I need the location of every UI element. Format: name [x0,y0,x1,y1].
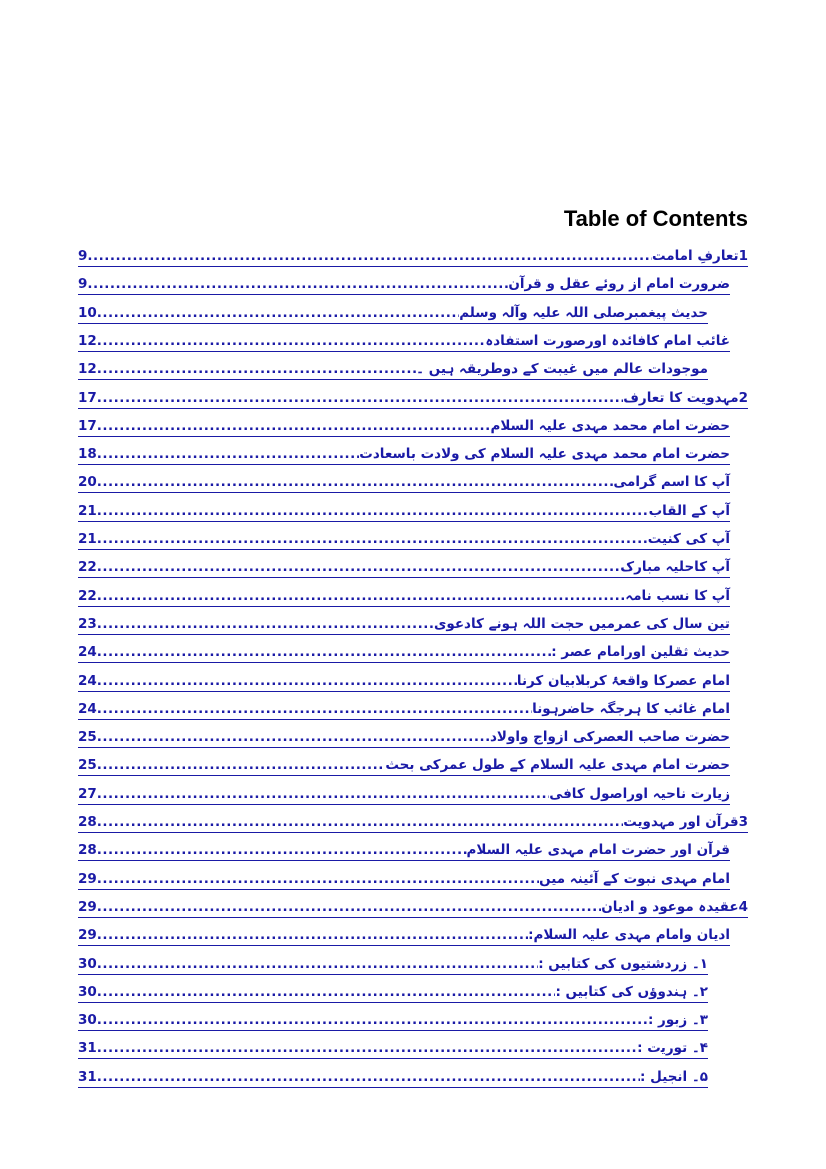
toc-page-number: 29 [78,898,97,915]
toc-page-number: 17 [78,417,97,434]
toc-entry-title: امام مہدی نبوت کے آئینہ میں [539,870,730,887]
toc-entry-title: ۵۔ انجیل : [640,1068,708,1085]
toc-entry[interactable] [78,608,730,635]
toc-page-number: 24 [78,644,97,661]
toc-page-number: 22 [78,559,97,576]
toc-entry-title: امام عصرکا واقعۂ کربلابیان کرنا [516,672,730,689]
toc-dot-leader [97,700,532,719]
toc-entry-title: آپ کا نسب نامہ [625,587,730,604]
toc-page-number: 23 [78,615,97,632]
toc-dot-leader [97,841,467,860]
toc-entry-title: 2مہدویت کا تعارف [623,389,748,406]
toc-dot-leader [97,813,623,832]
toc-dot-leader [87,275,508,294]
toc-entry[interactable] [78,863,730,890]
toc-dot-leader [97,926,528,945]
toc-entry-title: غائب امام کافائدہ اورصورت استفادہ [485,332,730,349]
toc-dot-leader [97,756,386,775]
toc-page-number: 9 [78,248,88,264]
toc-page-number: 18 [78,446,97,463]
toc-entry[interactable] [78,268,730,295]
toc-entry-title: آپ کاحلیہ مبارک [620,559,730,576]
toc-entry[interactable] [78,806,748,833]
toc-entry-title: ضرورت امام از روئے عقل و قرآن [508,276,730,293]
toc-entry-title: 3قرآن اور مہدویت [623,814,748,830]
toc-dot-leader [97,360,416,379]
toc-entry[interactable] [78,721,730,748]
toc-dot-leader [97,389,623,408]
toc-dot-leader [97,530,648,549]
toc-entry[interactable] [78,778,730,805]
toc-dot-leader [97,898,601,917]
toc-dot-leader [97,643,551,662]
toc-entry-title: ۱۔ زردشتیوں کی کتابیں : [538,955,708,972]
toc-entry[interactable] [78,495,730,522]
toc-entry-title: 1تعارفِ امامت [651,248,748,264]
toc-entry[interactable] [78,636,730,663]
toc-dot-leader [97,728,490,747]
toc-page-number: 24 [78,700,97,717]
toc-page-number: 9 [78,276,88,293]
toc-entry[interactable] [78,749,730,776]
toc-entry[interactable] [78,1061,708,1088]
toc-title: Table of Contents [563,206,748,231]
toc-dot-leader [97,1011,648,1030]
toc-entry-title: حضرت امام محمد مہدی علیہ السلام [490,417,730,434]
toc-dot-leader [97,1039,637,1058]
toc-page-number: 17 [78,389,97,406]
toc-page-number: 28 [78,842,97,859]
toc-entry-title: حضرت امام مہدی علیہ السلام کے طول عمرکی بحث [385,757,730,774]
toc-page-number: 28 [78,814,97,830]
toc-page-number: 31 [78,1068,97,1085]
toc-entry[interactable] [78,919,730,946]
toc-page-number: 24 [78,672,97,689]
toc-entry[interactable] [78,382,748,409]
toc-dot-leader [97,445,360,464]
toc-dot-leader [97,785,550,804]
toc-entry[interactable] [78,976,708,1003]
toc-dot-leader [97,304,459,323]
toc-entry-title: قرآن اور حضرت امام مہدی علیہ السلام [466,842,730,859]
toc-entry[interactable] [78,693,730,720]
toc-dot-leader [97,332,486,351]
toc-page-number: 21 [78,502,97,519]
toc-dot-leader [97,473,614,492]
toc-page-number: 31 [78,1040,97,1057]
toc-dot-leader [97,417,491,436]
toc-page-number: 20 [78,474,97,491]
toc-entry-title: امام غائب کا ہرجگہ حاضرہونا [532,700,730,717]
toc-entry-title: حضرت امام محمد مہدی علیہ السلام کی ولادت باسعادت [359,446,730,463]
toc-page-number: 12 [78,361,97,378]
toc-entry-title: آپ کے القاب [648,502,730,519]
toc-page-number: 10 [78,304,97,321]
toc-dot-leader [97,983,556,1002]
toc-entry-title: آپ کا اسم گرامی [613,474,730,491]
toc-entry-title: موجودات عالم میں غیبت کے دوطریقہ ہیں ۔ [416,361,708,378]
toc-entry[interactable] [78,580,730,607]
toc-entry[interactable] [78,297,708,324]
toc-entry[interactable] [78,523,730,550]
toc-dot-leader [97,502,649,521]
toc-entry[interactable] [78,891,748,918]
toc-dot-leader [97,558,620,577]
toc-entry[interactable] [78,438,730,465]
toc-page-number: 29 [78,927,97,944]
toc-page-number: 22 [78,587,97,604]
toc-entry-title: ۴۔ تورﯾت : [637,1040,708,1057]
toc-entry[interactable] [78,1004,708,1031]
toc-entry-title: آپ کی کنیت [647,531,730,547]
toc-entry[interactable] [78,665,730,692]
toc-entry-title: ۲۔ ہندوؤں کی کتابیں : [555,983,708,1000]
toc-dot-leader [87,247,652,266]
toc-entry[interactable] [78,834,730,861]
toc-entry[interactable] [78,325,730,352]
toc-page-number: 27 [78,785,97,802]
toc-dot-leader [97,870,539,889]
toc-page-number: 21 [78,531,97,547]
toc-entry[interactable] [78,551,730,578]
toc-dot-leader [97,672,517,691]
toc-page-number: 30 [78,1012,97,1029]
toc-dot-leader [97,587,625,606]
toc-entry-title: ادیان وامام مہدی علیہ السلام: [528,927,730,944]
toc-page-number: 12 [78,332,97,349]
toc-page-number: 30 [78,955,97,972]
toc-entry[interactable] [78,1032,708,1059]
toc-entry-title: زیارت ناحیہ اوراصول کافی [549,785,730,802]
toc-dot-leader [97,615,434,634]
toc-page-number: 29 [78,870,97,887]
toc-entry[interactable] [78,240,748,267]
toc-entry-title: حضرت صاحب العصرکی ازواج واولاد [490,729,730,746]
toc-entry-title: ۳۔ زبور : [647,1012,708,1029]
toc-entry[interactable] [78,466,730,493]
toc-entry[interactable] [78,353,708,380]
toc-entry-title: حدیث پیغمبرصلی اللہ علیہ وآلہ وسلم [459,304,708,321]
toc-page-number: 30 [78,983,97,1000]
toc-entry-title: حدیث ثقلین اورامام عصر : [551,644,730,661]
toc-page-number: 25 [78,757,97,774]
toc-entry[interactable] [78,410,730,437]
toc-dot-leader [97,955,538,974]
toc-entry-title: 4عقیدہ موعود و ادیان [601,898,748,915]
toc-dot-leader [97,1068,640,1087]
toc-entry-title: تین سال کی عمرمیں حجت اللہ ہونے کادعوی [433,615,730,632]
toc-page-number: 25 [78,729,97,746]
toc-entry[interactable] [78,948,708,975]
